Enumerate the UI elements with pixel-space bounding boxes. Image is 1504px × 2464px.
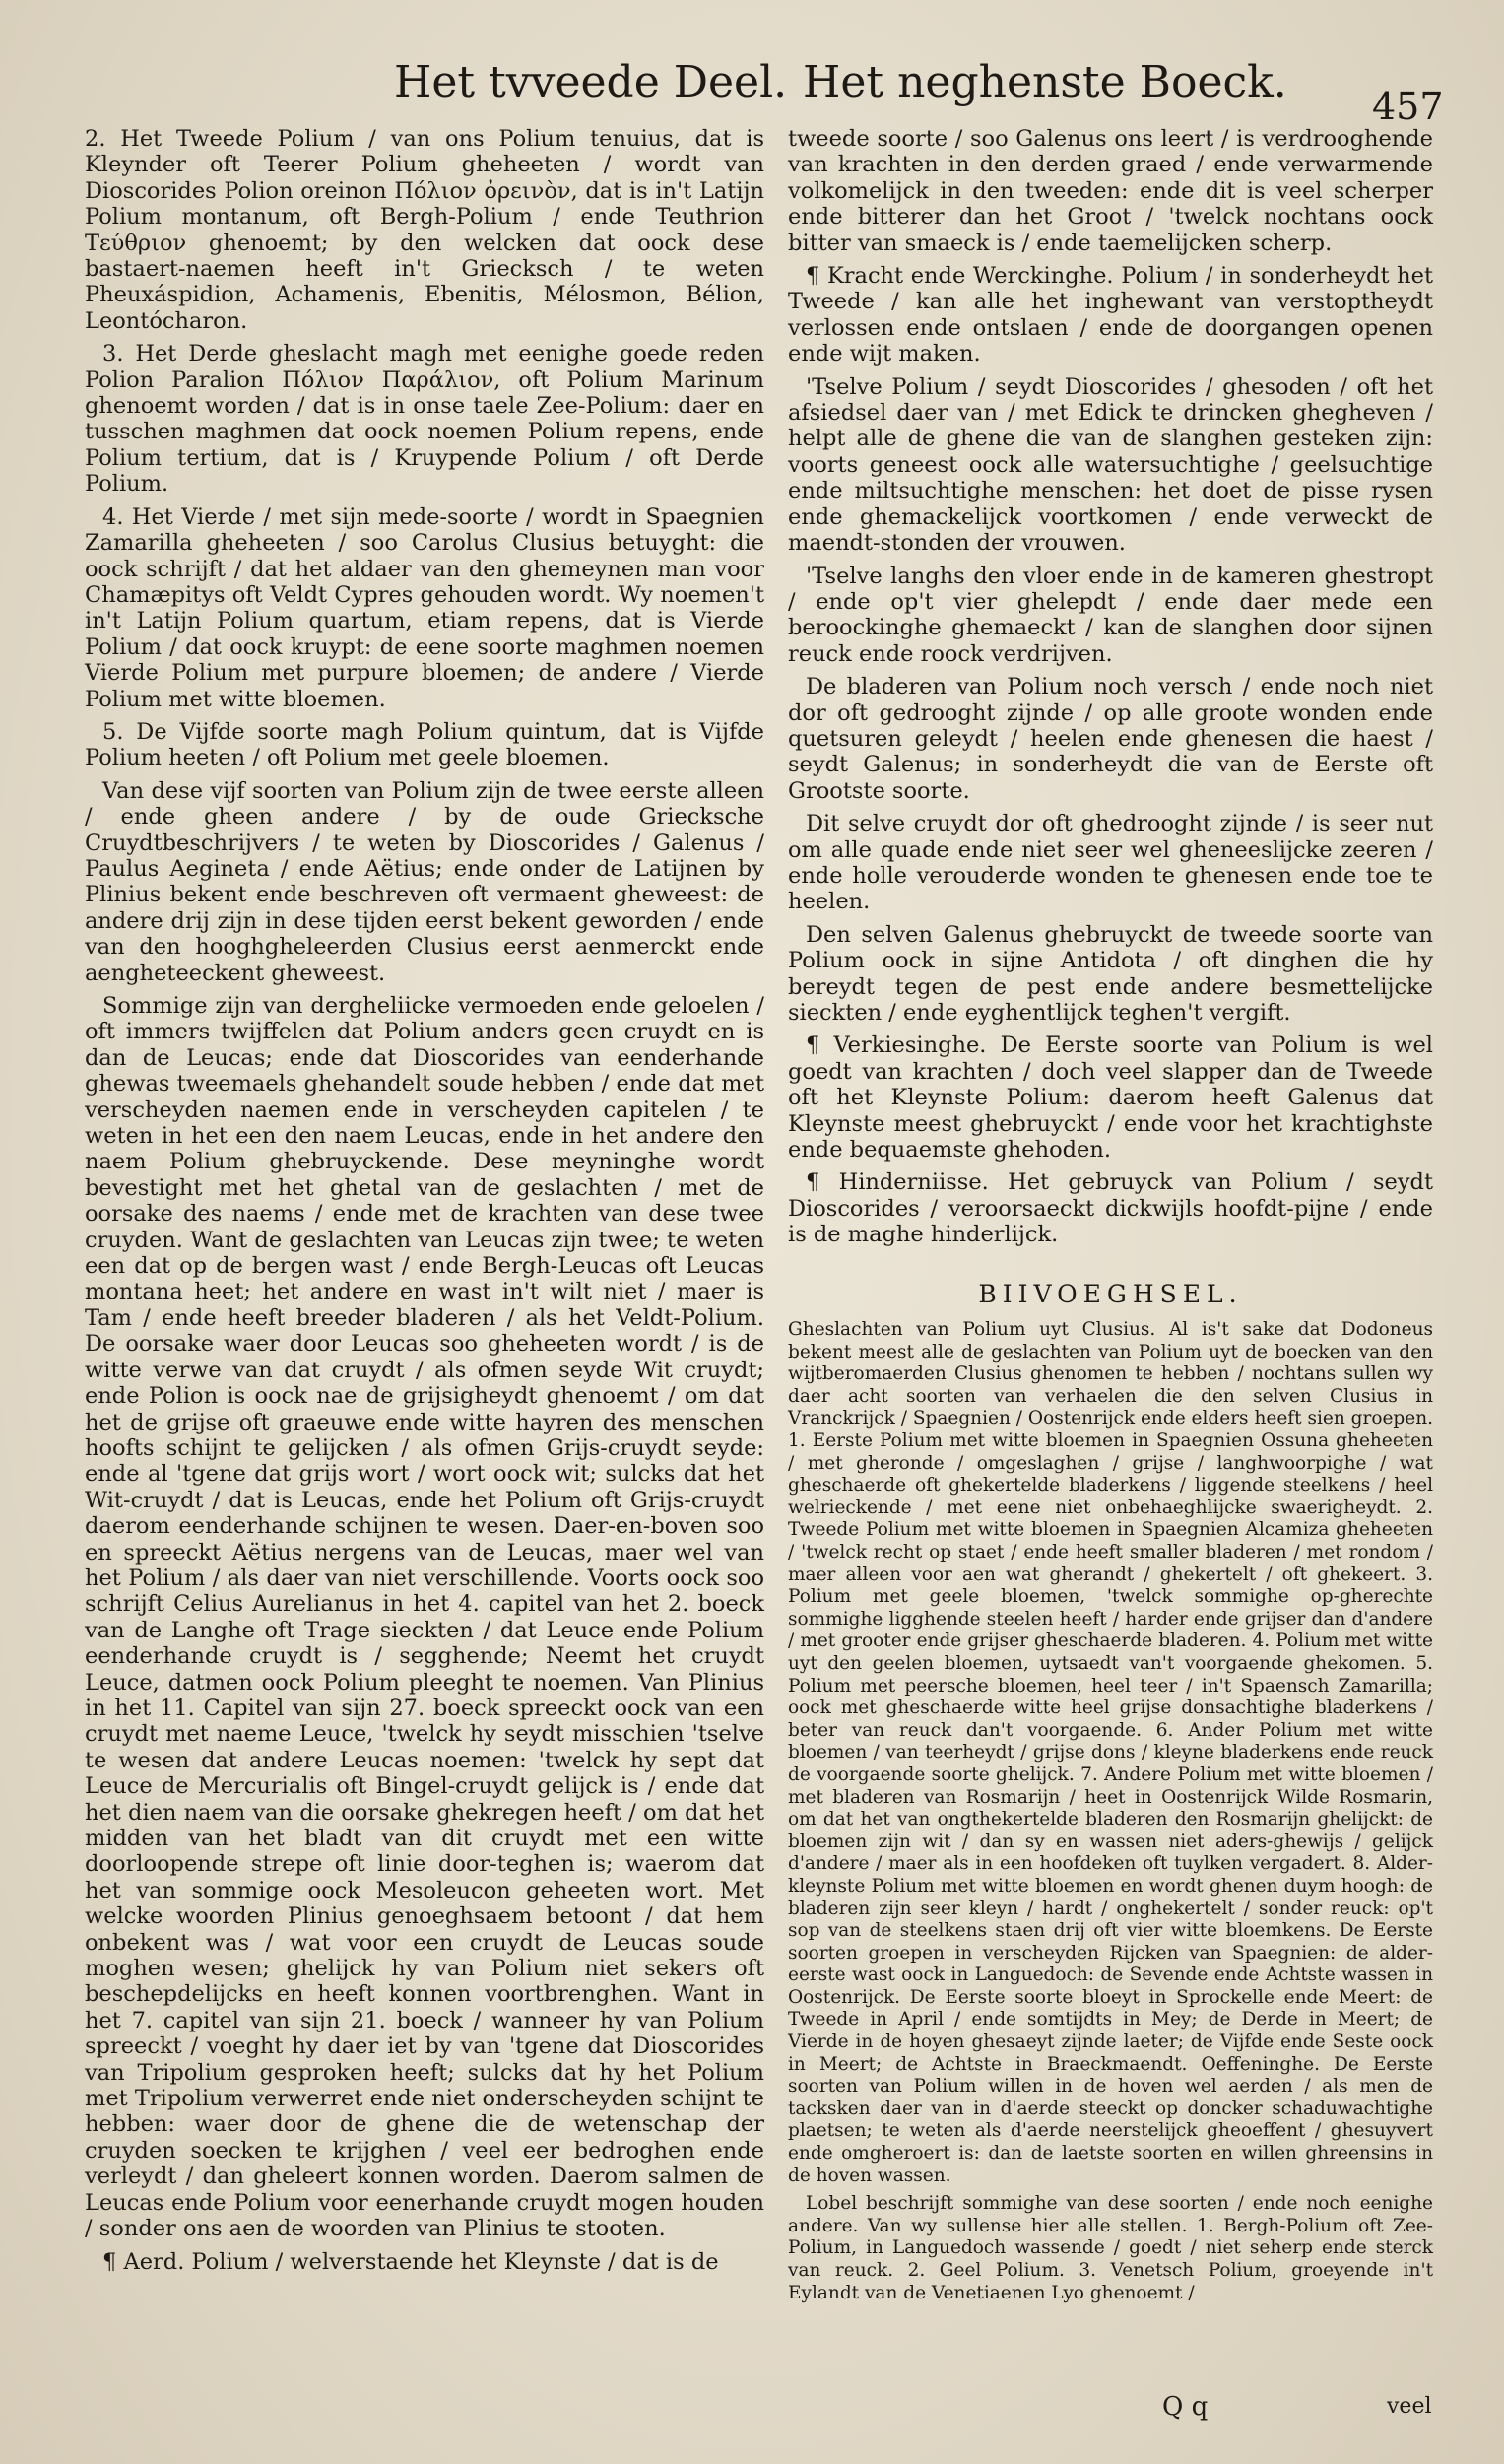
signature-mark: Q q (1162, 2392, 1209, 2422)
catchword: veel (1387, 2394, 1432, 2419)
paragraph: Lobel beschrijft sommighe van dese soorten / ende noch eenighe andere. Van wy sullense hier alle stellen. 1. Bergh-Polium oft Zee-Polium, in Languedoch wassende / goedt / niet seherp ende sterck van reuck. 2. Geel Polium. 3. Venetsch Polium, groeyende in't Eylandt van de Venetiaenen Lyo ghenoemt / (788, 2193, 1433, 2303)
paragraph: Gheslachten van Polium uyt Clusius. Al is't sake dat Dodoneus bekent meest alle de geslachten van Polium uyt de boecken van den wijtberomaerden Clusius ghenomen te hebben / nochtans sullen wy daer acht soorten van verhaelen die den selven Clusius in Vranckrijck / Spaegnien / Oostenrijck ende elders heeft sien groepen. 1. Eerste Polium met witte bloemen in Spaegnien Ossuna gheheeten / met gheronde / omgeslaghen / grijse / langhwoorpighe / wat gheschaerde oft ghekertelde bladerkens / liggende steelkens / heel welrieckende / met eene niet onbehaeghlijcke swaerigheydt. 2. Tweede Polium met witte bloemen in Spaegnien Alcamiza gheheeten / 'twelck recht op staet / ende heeft smaller bladeren / met rondom / maer alleen voor aen wat gherandt / ghekertelt / oft ghekeert. 3. Polium met geele bloemen, 'twelck sommighe op-gherechte sommighe ligghende steelen heeft / harder ende grijser dan d'andere / met grooter ende grijser gheschaerde bladeren. 4. Polium met witte uyt den geelen bloemen, uytsaedt van't voorgaende ghekomen. 5. Polium met peersche bloemen, heel teer / in't Spaensch Zamarilla; oock met gheschaerde witte heel grijse donsachtighe bladerkens / beter van reuck dan't voorgaende. 6. Ander Polium met witte bloemen / van teerheydt / grijse dons / kleyne bladerkens ende reuck de voorgaende soorte ghelijck. 7. Andere Polium met witte bloemen / met bladeren van Rosmarijn / heet in Oostenrijck Wilde Rosmarin, om dat het van ongthekertelde bladeren den Rosmarijn ghelijckt: de bloemen zijn wit / dan sy en wassen niet aders-ghewijs / gelijck d'andere / maer als in een hoofdeken oft tuylken vergadert. 8. Alder-kleynste Polium met witte bloemen en wordt ghenen duym hoogh: de bladeren zijn seer kleyn / hardt / onghekertelt / sonder reuck: op't sop van de steelkens staen drij oft vier witte bloemkens. De Eerste soorten groepen in verscheyden Rijcken van Spaegnien: de alder-eerste wast oock in Languedoch: de Sevende ende Achtste wassen in Oostenrijck. De Eerste soorte bloeyt in Sprockelle ende Meert: de Tweede in April / ende somtijdts in Mey; de Derde in Meert; de Vierde in de hoyen ghesaeyt zijnde laeter; de Vijfde ende Seste oock in Meert; de Achtste in Braeckmaendt. Oeffeninghe. De Eerste soorten van Polium willen in de hoven wel aerden / als men de tacksken daer van in d'aerde steeckt op doncker schaduwachtighe plaetsen; te weten als d'aerde neerstelijck gheoeffent / ghesuyvert ende omgheroert is: dan de laetste soorten en willen ghreensins in de hoven wassen. (788, 1319, 1433, 2186)
paragraph: 3. Het Derde gheslacht magh met eenighe goede reden Polion Paralion Πόλιον Παράλιον, oft Polium Marinum ghenoemt worden / dat is in onse taele Zee-Polium: daer en tusschen maghmen dat oock noemen Polium repens, ende Polium tertium, dat is / Kruypende Polium / oft Derde Polium. (85, 341, 764, 498)
paragraph: 'Tselve Polium / seydt Dioscorides / ghesoden / oft het afsiedsel daer van / met Edick te drincken ghegheven / helpt alle de ghene die van de slanghen gesteken zijn: voorts geneest oock alle watersuchtighe / geelsuchtige ende miltsuchtighe menschen: het doet de pisse rysen ende ghemackelijck voortkomen / ende verweckt de maendt-stonden der vrouwen. (788, 373, 1433, 557)
paragraph: 2. Het Tweede Polium / van ons Polium tenuius, dat is Kleynder oft Teerer Polium gheheeten / wordt van Dioscorides Polion oreinon Πόλιον ὀρεινὸν, dat is in't Latijn Polium montanum, oft Bergh-Polium / ende Teuthrion Τεύθριον ghenoemt; by den welcken dat oock dese bastaert-naemen heeft in't Griecksch / te weten Pheuxáspidion, Achamenis, Ebenitis, Mélosmon, Bélion, Leontócharon. (85, 126, 764, 334)
paragraph: Van dese vijf soorten van Polium zijn de twee eerste alleen / ende gheen andere / by de oude Griecksche Cruydtbeschrijvers / te weten by Dioscorides / Galenus / Paulus Aegineta / ende Aëtius; ende onder de Latijnen by Plinius bekent ende beschreven oft vermaent gheweest: de andere drij zijn in dese tijden eerst bekent geworden / ende van den hooghgheleerden Clusius eerst aenmerckt ende aengheteeckent gheweest. (85, 777, 764, 986)
paragraph: Sommige zijn van dergheliicke vermoeden ende geloelen / oft immers twijffelen dat Polium anders geen cruydt en is dan de Leucas; ende dat Dioscorides van eenderhande ghewas tweemaels ghehandelt soude hebben / ende dat met verscheyden naemen ende in verscheyden capitelen / te weten in het een den naem Leucas, ende in het andere den naem Polium ghebruyckende. Dese meyninghe wordt bevestight met het ghetal van de geslachten / met de oorsake des naems / ende met de krachten van dese twee cruyden. Want de geslachten van Leucas zijn twee; te weten een dat op de bergen wast / ende Bergh-Leucas oft Leucas montana heet; het andere en wast in't wilt niet / maer is Tam / ende heeft breeder bladeren / als het Veldt-Polium. De oorsake waer door Leucas soo gheheeten wordt / is de witte verwe van dat cruydt / als ofmen seyde Wit cruydt; ende Polion is oock nae de grijsigheydt ghenoemt / om dat het de grijse oft graeuwe ende witte hayren des menschen hoofts schijnt te gelijcken / als ofmen Grijs-cruydt seyde: ende al 'tgene dat grijs wort / wort oock wit; sulcks dat het Wit-cruydt / dat is Leucas, ende het Polium oft Grijs-cruydt daerom eenderhande schijnen te wesen. Daer-en-boven soo en spreeckt Aëtius nergens van de Leucas, maer wel van het Polium / als daer van niet verschillende. Voorts oock soo schrijft Celius Aurelianus in het 4. capitel van het 2. boeck van de Langhe oft Trage sieckten / dat Leuce ende Polium eenderhande cruydt is / segghende; Neemt het cruydt Leuce, datmen oock Polium pleeght te noemen. Van Plinius in het 11. Capitel van sijn 27. boeck spreeckt oock van een cruydt met naeme Leuce, 'twelck hy seydt misschien 'tselve te wesen dat andere Leucas noemen: 'twelck hy sept dat Leuce de Mercurialis oft Bingel-cruydt gelijck is / ende dat het dien naem van die oorsake ghekregen heeft / om dat het midden van het bladt van dit cruydt met een witte doorloopende strepe oft linie door-teghen is; waerom dat het van sommige oock Mesoleucon geheeten wort. Met welcke woorden Plinius genoeghsaem betoont / dat hem onbekent was / wat voor een cruydt de Leucas soude moghen wesen; ghelijck hy van Polium niet sekers oft beschepdelijcks en heeft konnen voortbrenghen. Want in het 7. capitel van sijn 21. boeck / wanneer hy van Polium spreeckt / voeght hy daer iet by van 'tgene dat Dioscorides van Tripolium gesproken heeft; sulcks dat hy het Polium met Tripolium verwerret ende niet onderscheyden schijnt te hebben: waer door de ghene die de wetenschap der cruyden soecken te krijghen / veel eer bedroghen ende verleydt / dan gheleert konnen worden. Daerom salmen de Leucas ende Polium voor eenerhande cruydt mogen houden / sonder ons aen de woorden van Plinius te stooten. (85, 993, 764, 2242)
paragraph: tweede soorte / soo Galenus ons leert / is verdrooghende van krachten in den derden graed / ende verwarmende volkomelijck in den tweeden: ende dit is veel scherper ende bitterer dan het Groot / 'twelck nochtans oock bitter van smaeck is / ende taemelijcken scherp. (788, 126, 1433, 256)
page-number: 457 (1372, 85, 1444, 128)
left-column (85, 126, 764, 2282)
paragraph: De bladeren van Polium noch versch / ende noch niet dor oft gedrooght zijnde / op alle groote wonden ende quetsuren geleydt / heelen ende ghenesen die haest / seydt Galenus; in sonderheydt die van de Eerste oft Grootste soorte. (788, 674, 1433, 804)
paragraph: ¶ Hinderniisse. Het gebruyck van Polium / seydt Dioscorides / veroorsaeckt dickwijls hoofdt-pijne / ende is de maghe hinderlijck. (788, 1169, 1433, 1248)
running-title-left: Het tvveede Deel. (394, 57, 788, 107)
paragraph: 4. Het Vierde / met sijn mede-soorte / wordt in Spaegnien Zamarilla gheheeten / soo Carolus Clusius betuyght: die oock schrijft / dat het aldaer van den ghemeynen man voor Chamæpitys oft Veldt Cypres gehouden wordt. Wy noemen't in't Latijn Polium quartum, etiam repens, dat is Vierde Polium / dat oock kruypt: de eene soorte maghmen noemen Vierde Polium met purpure bloemen; de andere / Vierde Polium met witte bloemen. (85, 503, 764, 712)
section-title: BIIVOEGHSEL. (978, 1279, 1243, 1308)
paragraph: ¶ Aerd. Polium / welverstaende het Kleynste / dat is de (102, 2248, 719, 2275)
paragraph: 5. De Vijfde soorte magh Polium quintum, dat is Vijfde Polium heeten / oft Polium met geele bloemen. (85, 718, 764, 771)
paragraph: Dit selve cruydt dor oft ghedrooght zijnde / is seer nut om alle quade ende niet seer wel gheneeslijcke zeeren / ende holle verouderde wonden te ghenesen ende toe te heelen. (788, 811, 1433, 915)
right-column (788, 126, 1433, 2310)
running-title-right: Het neghenste Boeck. (803, 57, 1287, 107)
paragraph: 'Tselve langhs den vloer ende in de kameren ghestropt / ende op't vier ghelepdt / ende daer mede een beroockinghe ghemaeckt / kan de slanghen door sijnen reuck ende roock verdrijven. (788, 563, 1433, 667)
running-header (0, 57, 1504, 126)
paragraph: ¶ Kracht ende Werckinghe. Polium / in sonderheydt het Tweede / kan alle het inghewant van verstoptheydt verlossen ende ontslaen / ende de doorgangen openen ende wijt maken. (788, 263, 1433, 367)
paragraph: Den selven Galenus ghebruyckt de tweede soorte van Polium oock in sijne Antidota / oft dinghen die hy bereydt tegen de pest ende andere besmettelijcke sieckten / ende eyghentlijck teghen't vergift. (788, 921, 1433, 1026)
paragraph: ¶ Verkiesinghe. De Eerste soorte van Polium is wel goedt van krachten / doch veel slapper dan de Tweede oft het Kleynste Polium: daerom heeft Galenus dat Kleynste meest ghebruyckt / ende voor het krachtighste ende bequaemste ghehoden. (788, 1032, 1433, 1164)
byvoeghsel-section (788, 1319, 1433, 2304)
